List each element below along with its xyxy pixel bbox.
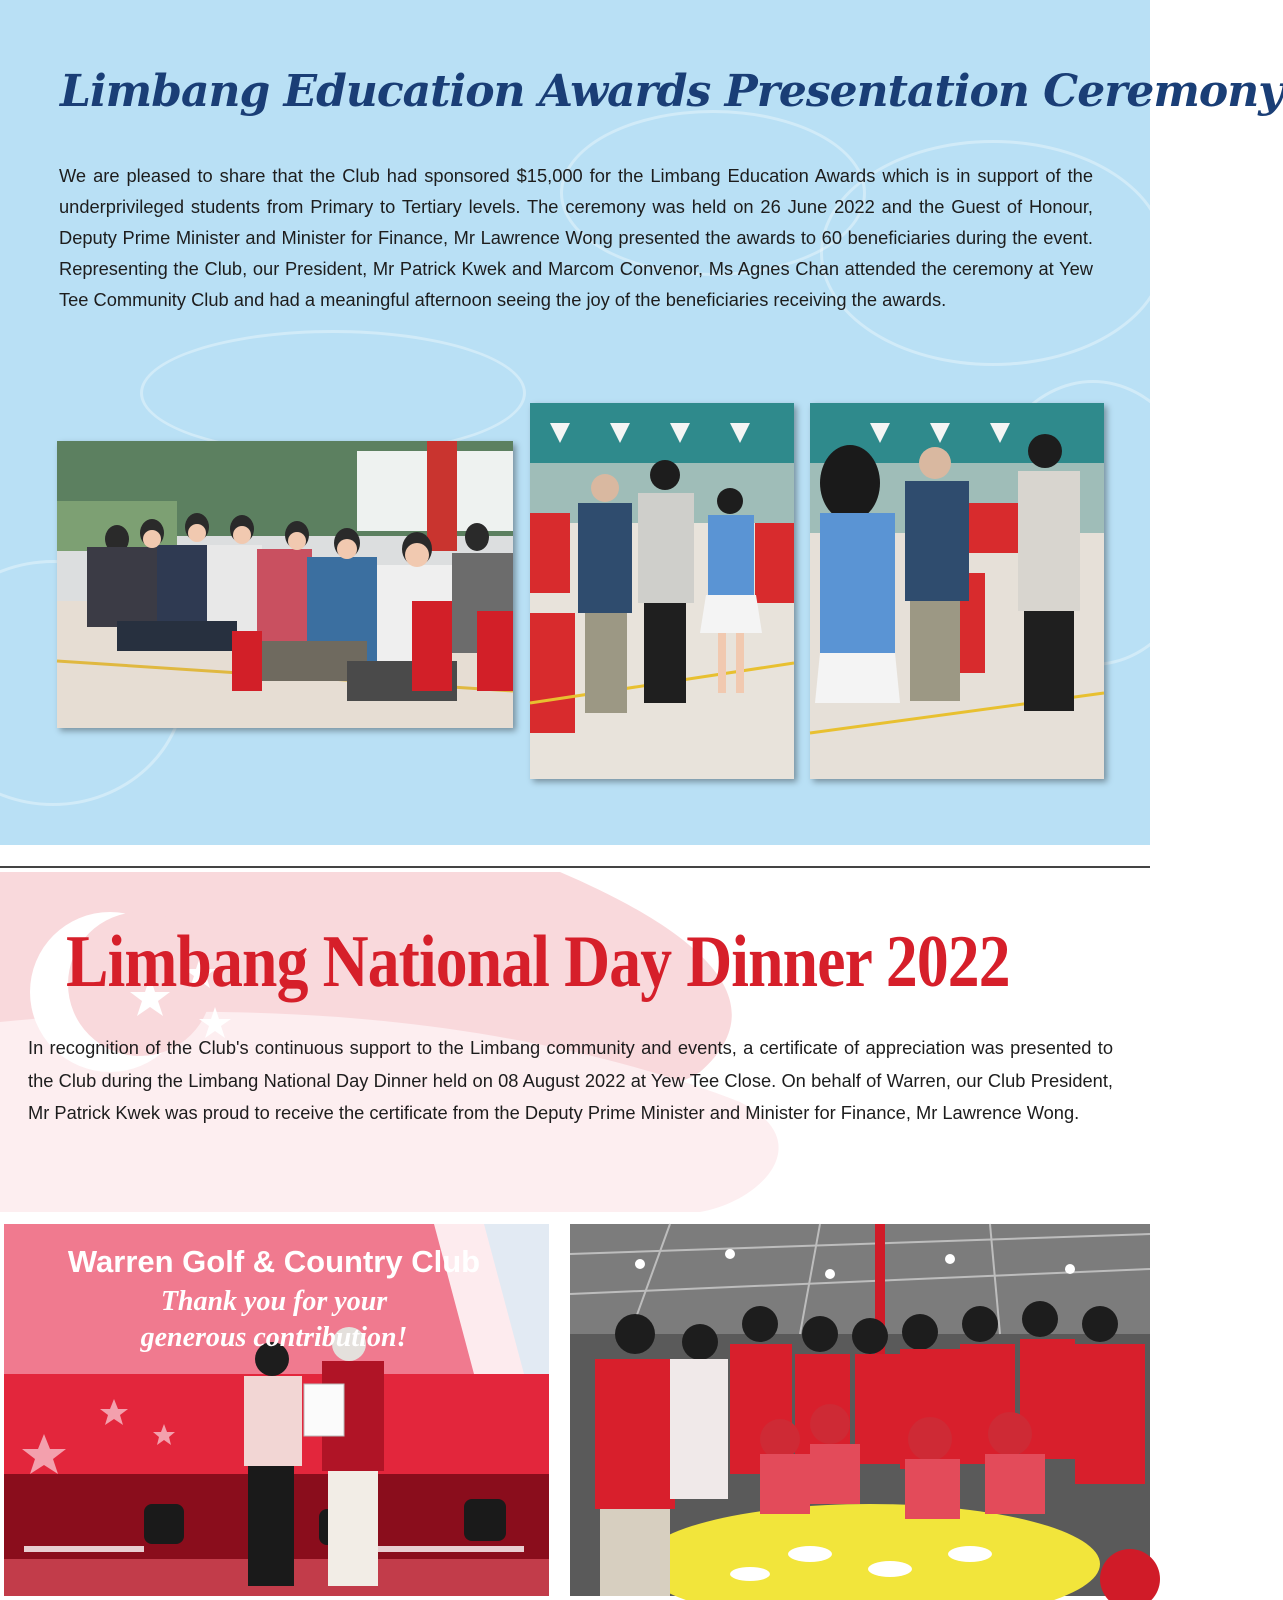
banner-title: Warren Golf & Country Club — [67, 1244, 481, 1279]
section-divider — [0, 866, 1150, 868]
photo-guests-conversation — [810, 403, 1104, 779]
photo-certificate-presentation — [4, 1224, 549, 1596]
national-day-dinner-section — [0, 872, 1150, 1600]
photo-audience-clapping — [57, 441, 513, 728]
section-body-text: We are pleased to share that the Club had sponsored $15,000 for the Limbang Education Awards which is in support of the underprivileged students from Primary to Tertiary levels. The ceremony was held on 26 June 2022 and the Guest of Honour, Deputy Prime Minister and Minister for Finance, Mr Lawrence Wong presented the awards to 60 beneficiaries during the event. Representing the Club, our President, Mr Patrick Kwek and Marcom Convenor, Ms Agnes Chan attended the ceremony at Yew Tee Community Club and had a meaningful afternoon seeing the joy of the beneficiaries receiving the awards. — [59, 165, 1093, 310]
photo-group-dinner — [570, 1224, 1150, 1596]
photo-guests-posing — [530, 403, 794, 779]
section-title: Limbang National Day Dinner 2022 — [66, 921, 1010, 1003]
section-title: Limbang Education Awards Presentation Ceremony — [60, 66, 1283, 117]
decorative-swirl — [140, 330, 526, 456]
section-body-text: In recognition of the Club's continuous support to the Limbang community and events, a certificate of appreciation was presented to the Club during the Limbang National Day Dinner held on 08 August 2022 at Yew Tee Close. On behalf of Warren, our Club President, Mr Patrick Kwek was proud to receive the certificate from the Deputy Prime Minister and Minister for Finance, Mr Lawrence Wong. — [28, 1037, 1113, 1123]
banner-line-1: Thank you for your — [160, 1286, 388, 1317]
banner-line-2: generous contribution! — [140, 1322, 408, 1353]
